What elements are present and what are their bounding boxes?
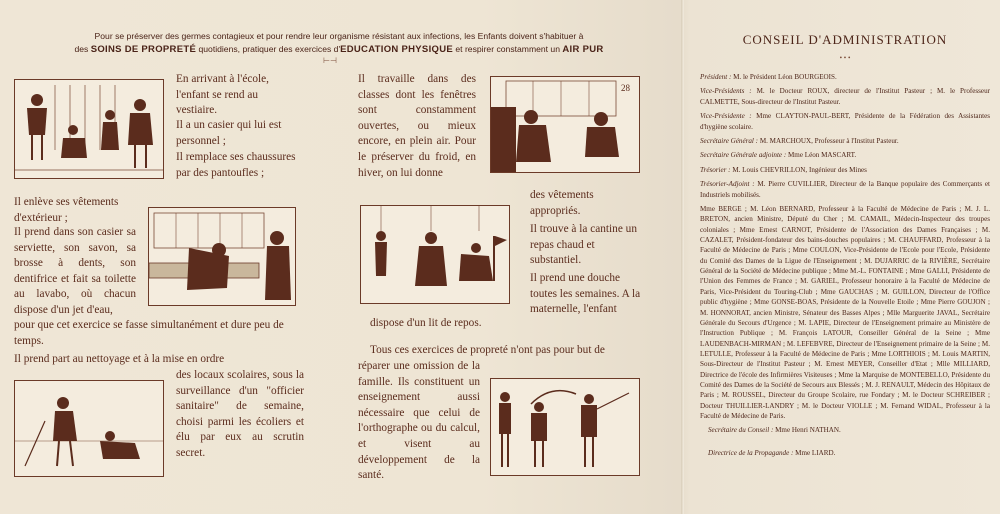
illustration-classe-plein-air (490, 76, 640, 173)
svg-text:28: 28 (621, 83, 630, 93)
illustration-education-physique (490, 378, 640, 476)
illustration-lavabo (148, 207, 296, 306)
text-vetements: Il enlève ses vêtements d'extérieur ; (14, 196, 119, 224)
vice-presidents-line: Vice-Présidents : M. le Docteur ROUX, directeur de l'Institut Pasteur ; M. le Professeur CALMETTE, Sous-directeur de l'Institut Pasteur. (700, 87, 990, 106)
intro-heading (14, 30, 664, 56)
text-toilette: Il prend dans son casier sa serviette, son savon, sa brosse à dents, son dentifrice et fait sa toilette au lavabo, où chacun dispose d'un jet d'eau, (14, 226, 136, 316)
text-classes: Il travaille dans des classes dont les fenêtres sont constamment ouvertes, ou mieux encore, en plein air. Pour le préserver du froid, en hiver, on lui donne (358, 73, 476, 179)
text-lit-repos: dispose d'un lit de repos. (370, 317, 482, 329)
conseil-section (700, 28, 990, 462)
members-list: Mme BERGE ; M. Léon BERNARD, Professeur à la Faculté de Médecine de Paris ; M. J. L. BRETON, ancien Ministre, Député du Cher ; M. CAMAIL, Médecin-Inspecteur des troupes coloniales ; Mme Ernest CARNOT, Présidente de l'Association des Dames Françaises ; M. CAZALET, Président-fondateur des bains-douches populaires ; M. CHAUFFARD, Professeur à la Faculté de Médecine de Paris ; Mme COULON, Vice-Présidente de l'Ecole pour l'Ecole, Présidente du Comité des Dames de la Ligue de l'Enseignement ; M. DUJARRIC de la RIVIÈRE, Secrétaire Général de la Société de Médecine publique ; Mme M.-L. FONTAINE ; Mme GALLI, Présidente de l'Union des Femmes de France ; M. GARIEL, Professeur honoraire à la Faculté de Médecine de Paris, Vice-Président du Touring-Club ; Mme GAUCHAS ; M. GUILLON, Directeur de l'Office public d'hygiène ; Mme GONSE-BOAS, Présidente de la Nouvelle Etoile ; Mme Pierre GOUJON ; M. HONNORAT, ancien Ministre, Sénateur des Basses Alpes ; Mlle Marguerite JAVAL, Secrétaire Générale du Secours d'Urgence ; M. LAPIE, Directeur de l'Enseignement primaire au Ministère de l'Instruction Publique ; M. François LATOUR, Conseiller Général de la Seine ; Mme LAUDENBACH-MIRMAN ; M. LEFEBVRE, Directeur de l'Enseignement primaire de la Seine ; M. LETULLE, Professeur à la Faculté de Médecine de Paris ; Mme LORTHIOIS ; M. Louis MARTIN, Sous-Directeur de l'Institut Pasteur ; M. Ernest MEYER, Conseiller d'Etat ; Mlle MILLIARD, Directrice de l'école des Infirmières Visiteuses ; Mme la Marquise de MONTEBELLO, Présidente du Comité des Dames de la Société de Secours aux Blessés ; M. J. RENAULT, Médecin des Hôpitaux de Paris ; M. ROUSSEL, Directeur du Groupe Scolaire, rue Fondary ; M. le Docteur SCHREIBER ; Docteur THUILLIER-LANDRY ; M. le Docteur VIOLLE ; M. Fernand WIDAL, Professeur à la Faculté de Médecine de Paris. (700, 205, 990, 420)
intro-ornament: ⊢⊣ (323, 56, 337, 65)
illustration-nettoyage (14, 380, 164, 477)
secretaire-conseil-line: Secrétaire du Conseil : Mme Henri NATHAN. (708, 426, 841, 435)
text-cantine: Il trouve à la cantine un repas chaud et substantiel. (530, 223, 637, 267)
text-exercices-b: réparer une omission de la famille. Ils constituent un enseignement aussi nécessaire que celui de l'orthographe ou du calcul, et visent au développement de la santé. (358, 360, 480, 482)
text-arrivee: En arrivant à l'école, l'enfant se rend au vestiaire. (176, 73, 269, 117)
conseil-title: CONSEIL D'ADMINISTRATION (742, 32, 948, 47)
text-casier: Il a un casier qui lui est personnel ; (176, 119, 282, 147)
page-fold (681, 0, 684, 514)
illustration-douche (360, 205, 510, 304)
text-exercices-a: Tous ces exercices de propreté n'ont pas pour but de (370, 344, 605, 356)
text-nettoyage-b: des locaux scolaires, sous la surveillance d'un "officier sanitaire" de semaine, choisi parmi les écoliers et élu par eux au scrutin secret. (176, 369, 304, 459)
tresorier-adjoint-line: Trésorier-Adjoint : M. Pierre CUVILLIER, Directeur de la Banque populaire des Commerçants et Industriels mobilisés. (700, 180, 990, 199)
directrice-propagande-line: Directrice de la Propagande : Mme LIARD. (708, 448, 836, 457)
text-nettoyage-a: Il prend part au nettoyage et à la mise en ordre (14, 353, 225, 365)
vice-presidente-line: Vice-Présidente : Mme CLAYTON-PAUL-BERT, Présidente de la Fédération des Assistantes d'hygiène scolaire. (700, 112, 990, 131)
intro-line-2: des SOINS DE PROPRETÉ quotidiens, pratiquer des exercices d'EDUCATION PHYSIQUE et respirer constamment un AIR PUR (74, 44, 604, 55)
text-chaussures: Il remplace ses chaussures par des pantoufles ; (176, 151, 296, 179)
tresorier-line: Trésorier : M. Louis CHEVRILLON, Ingénieur des Mines (700, 165, 867, 174)
secretaire-general-line: Secrétaire Général : M. MARCHOUX, Professeur à l'Institut Pasteur. (700, 137, 899, 146)
text-douche: Il prend une douche toutes les semaines. A la maternelle, l'enfant (530, 272, 641, 316)
illustration-vestiaire (14, 79, 164, 179)
text-vetements-appropries: des vêtements appropriés. (530, 189, 594, 217)
conseil-ornament: • • • (839, 54, 851, 62)
president-line: Président : M. le Président Léon BOURGEOIS. (700, 73, 837, 81)
secretaire-adjointe-line: Secrétaire Générale adjointe : Mme Léon MASCART. (700, 151, 857, 160)
intro-line-1: Pour se préserver des germes contagieux et pour rendre leur organisme résistant aux infections, les Enfants doivent s'habituer à (94, 31, 584, 41)
text-simultanement: pour que cet exercice se fasse simultanément et dure peu de temps. (14, 319, 284, 347)
